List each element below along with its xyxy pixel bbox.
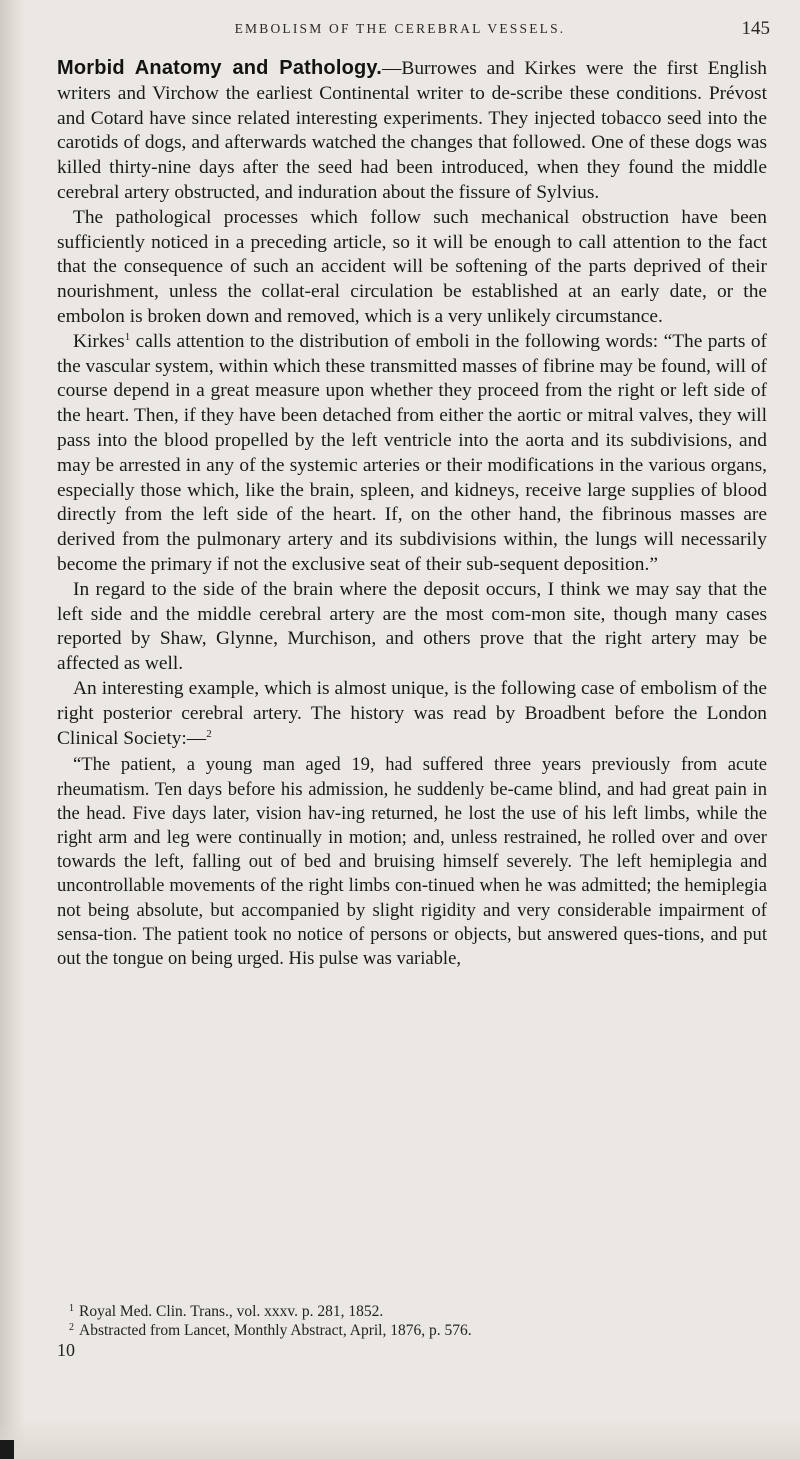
running-title: EMBOLISM OF THE CEREBRAL VESSELS. [234, 21, 566, 36]
footnote-2 [57, 1321, 767, 1340]
paragraph-pathological-processes: The pathological processes which follow such mechanical obstruction have been sufficiently noticed in a preceding article, so it will be enough to call attention to the fact that the consequence of such an accident will be softening of the parts deprived of their nourishment, unless the collat-eral circulation be established at an early date, or the embolon is broken down and removed, which is a very unlikely circumstance. [57, 206, 767, 327]
footnote-mark: 1 [69, 1303, 74, 1314]
footnote-1 [57, 1302, 767, 1321]
paragraph-example [57, 677, 767, 751]
paragraph-text: —Burrowes and Kirkes were the first English writers and Virchow the earliest Continental writer to de-scribe these conditions. Prévost and Cotard have since related interesting experiments. They injected tobacco seed into the carotids of dogs, and afterwards watched the changes that followed. One of these dogs was killed thirty-nine days after the seed had been introduced, when they found the middle cerebral artery obstructed, and induration about the fissure of Sylvius. [57, 58, 767, 203]
case-report-quote: “The patient, a young man aged 19, had suffered three years previously from acute rheumatism. Ten days before his admission, he suddenly be-came blind, and had great pain in the head. Five days later, vision hav-ing returned, he lost the use of his left limbs, while the right arm and leg were continually in motion; and, unless restrained, he rolled over and over towards the left, falling out of bed and bruising himself severely. The left hemiplegia and uncontrollable movements of the right limbs con-tinued when he was admitted; the hemiplegia not being absolute, but accompanied by slight rigidity and very considerable impairment of sensa-tion. The patient took no notice of persons or objects, but answered ques-tions, and put out the tongue on being urged. His pulse was variable, [57, 754, 767, 969]
paragraph-side-of-brain: In regard to the side of the brain where the deposit occurs, I think we may say that the left side and the middle cerebral artery are the most com-mon site, though many cases reported by Shaw, Glynne, Murchison, and others prove that the right artery may be affected as well. [57, 578, 767, 675]
footnote-ref-1: 1 [124, 330, 131, 343]
section-heading: Morbid Anatomy and Pathology. [57, 57, 383, 79]
page-number: 145 [741, 18, 770, 39]
spine-shadow [0, 0, 26, 1459]
running-head [0, 18, 800, 42]
scan-corner-mark [0, 1440, 14, 1459]
kirkes-quote: calls attention to the distribution of emboli in the following words: “The parts of the vascular system, within which these transmitted masses of fibrine may be found, will of course depend in a great measure upon whether they proceed from the right or left side of the heart. Then, if they have been detached from either the aortic or mitral valves, they will pass into the blood propelled by the left ventricle into the aorta and its subdivisions, and may be arrested in any of the systemic arteries or their modifications in the various organs, especially those which, like the brain, spleen, and kidneys, receive large supplies of blood directly from the left side of the heart. If, on the other hand, the fibrinous masses are derived from the pulmonary artery and its subdivisions within, the lungs will necessarily become the primary if not the exclusive seat of their sub-sequent deposition.” [57, 330, 767, 575]
footnote-text: Royal Med. Clin. Trans., vol. xxxv. p. 281, 1852. [79, 1303, 384, 1320]
signature-mark: 10 [57, 1340, 75, 1360]
body-text [57, 56, 767, 971]
page-bottom-edge [0, 1419, 800, 1459]
footnotes [57, 1302, 767, 1340]
kirkes-name: Kirkes [73, 330, 125, 352]
paragraph-kirkes [57, 330, 767, 578]
footnote-mark: 2 [69, 1322, 74, 1333]
footnote-ref-2: 2 [206, 727, 212, 740]
paragraph-morbid-anatomy [57, 56, 767, 206]
example-text: An interesting example, which is almost unique, is the following case of embolism of the right posterior cerebral artery. The history was read by Broadbent before the London Clinical Society:— [57, 677, 767, 749]
footnote-text: Abstracted from Lancet, Monthly Abstract, April, 1876, p. 576. [79, 1322, 472, 1339]
